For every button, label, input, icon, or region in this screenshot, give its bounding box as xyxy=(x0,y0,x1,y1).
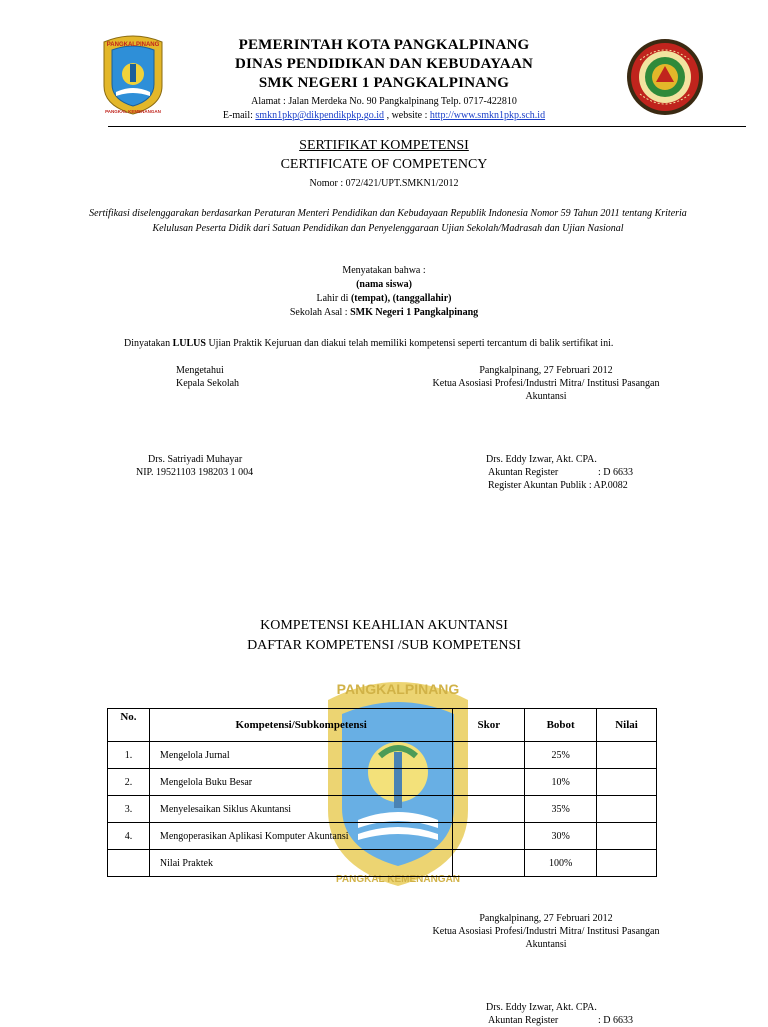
signature-left-bottom xyxy=(136,453,253,479)
col-header-competency: Kompetensi/Subkompetensi xyxy=(149,709,452,742)
cell-competency: Mengoperasikan Aplikasi Komputer Akuntansi xyxy=(149,823,452,850)
cell-competency: Mengelola Buku Besar xyxy=(149,769,452,796)
table-header-row xyxy=(108,709,657,742)
cell-no: 2. xyxy=(108,769,150,796)
cell-bobot: 100% xyxy=(525,850,597,877)
cell-bobot: 25% xyxy=(525,742,597,769)
accountant-public-reg: Register Akuntan Publik : AP.0082 xyxy=(488,480,628,491)
table-row xyxy=(108,823,657,850)
col-header-skor: Skor xyxy=(453,709,525,742)
birth-value: (tempat), (tanggallahir) xyxy=(350,293,452,304)
cell-no: 1. xyxy=(108,742,150,769)
logo-top-text: PANGKALPINANG xyxy=(106,42,160,48)
col-header-nilai: Nilai xyxy=(597,709,657,742)
cell-competency: Mengelola Jurnal xyxy=(149,742,452,769)
header-contact xyxy=(0,110,768,121)
footer-reg-label: Akuntan Register xyxy=(488,1015,559,1026)
cell-skor xyxy=(453,796,525,823)
declares-label: Menyatakan bahwa : xyxy=(342,265,426,276)
result-statement xyxy=(124,338,613,349)
certificate-basis: Sertifikasi diselenggarakan berdasarkan Peraturan Menteri Pendidikan dan Kebudayaan Republik Indonesia Nomor 59 Tahun 2011 tentang Kriteria Kelulusan Peserta Didik dari Satuan Pendidikan dan Penyelenggaraan Ujian Sekolah/Madrasah dan Ujian Nasional xyxy=(89,208,687,234)
principal-name: Drs. Satriyadi Muhayar xyxy=(148,454,243,465)
logo-bottom-text: PANGKAL KEMENANGAN xyxy=(105,109,161,114)
cell-nilai xyxy=(597,742,657,769)
result-suffix: Ujian Praktik Kejuruan dan diakui telah memiliki kompetensi seperti tercantum di balik sertifikat ini. xyxy=(205,338,614,349)
result-word: LULUS xyxy=(172,338,206,349)
acknowledge-label: Mengetahui xyxy=(176,365,224,376)
certificate-number: Nomor : 072/421/UPT.SMKN1/2012 xyxy=(309,178,459,189)
school-origin xyxy=(0,307,768,318)
cell-nilai xyxy=(597,850,657,877)
student-name: (nama siswa) xyxy=(356,279,412,290)
col-header-no: No. xyxy=(108,709,150,742)
footer-reg-value: : D 6633 xyxy=(598,1015,633,1026)
cell-bobot: 10% xyxy=(525,769,597,796)
competency-title-2: DAFTAR KOMPETENSI /SUB KOMPETENSI xyxy=(247,638,521,653)
school-value: SMK Negeri 1 Pangkalpinang xyxy=(350,307,479,318)
cell-no: 3. xyxy=(108,796,150,823)
cell-nilai xyxy=(597,796,657,823)
place-date: Pangkalpinang, 27 Februari 2012 xyxy=(479,365,613,376)
signature-right-bottom xyxy=(486,453,633,492)
signature-right-top xyxy=(396,364,696,403)
table-row xyxy=(108,796,657,823)
principal-role: Kepala Sekolah xyxy=(176,378,240,389)
certificate-title-en: CERTIFICATE OF COMPETENCY xyxy=(280,157,488,172)
header-line-3: SMK NEGERI 1 PANGKALPINANG xyxy=(258,75,510,91)
header-line-2: DINAS PENDIDIKAN DAN KEBUDAYAAN xyxy=(234,56,534,72)
cell-skor xyxy=(453,742,525,769)
cell-bobot: 35% xyxy=(525,796,597,823)
cell-no xyxy=(108,850,150,877)
accountant-reg-label: Akuntan Register xyxy=(488,467,559,478)
header-line-1: PEMERINTAH KOTA PANGKALPINANG xyxy=(238,37,530,53)
birth-prefix: Lahir di xyxy=(316,293,351,304)
watermark-top-text: PANGKALPINANG xyxy=(336,681,460,697)
footer-signature-bottom xyxy=(486,1001,633,1027)
cell-competency: Menyelesaikan Siklus Akuntansi xyxy=(149,796,452,823)
footer-role-line2: Akuntansi xyxy=(525,939,567,950)
assoc-role-line1: Ketua Asosiasi Profesi/Industri Mitra/ Institusi Pasangan xyxy=(432,378,660,389)
table-row xyxy=(108,769,657,796)
principal-nip: NIP. 19521103 198203 1 004 xyxy=(136,467,254,478)
competency-table xyxy=(107,708,657,877)
certificate-title: SERTIFIKAT KOMPETENSI xyxy=(299,138,469,153)
footer-role-line1: Ketua Asosiasi Profesi/Industri Mitra/ Institusi Pasangan xyxy=(432,926,660,937)
table-row xyxy=(108,850,657,877)
website-label: , website : xyxy=(384,110,430,121)
watermark-bottom-text: PANGKAL KEMENANGAN xyxy=(335,874,461,885)
header-rule xyxy=(108,126,746,127)
result-prefix: Dinyatakan xyxy=(124,338,173,349)
col-header-bobot: Bobot xyxy=(525,709,597,742)
table-row xyxy=(108,742,657,769)
website-link[interactable]: http://www.smkn1pkp.sch.id xyxy=(429,110,546,121)
footer-place-date: Pangkalpinang, 27 Februari 2012 xyxy=(479,913,613,924)
school-prefix: Sekolah Asal : xyxy=(289,307,351,318)
assoc-role-line2: Akuntansi xyxy=(525,391,567,402)
cell-skor xyxy=(453,850,525,877)
footer-signature-top xyxy=(396,912,696,951)
email-link[interactable]: smkn1pkp@dikpendikpkp.go.id xyxy=(255,110,385,121)
header-address: Alamat : Jalan Merdeka No. 90 Pangkalpinang Telp. 0717-422810 xyxy=(251,96,517,107)
accountant-name: Drs. Eddy Izwar, Akt. CPA. xyxy=(486,454,597,465)
accountant-reg-value: : D 6633 xyxy=(598,467,633,478)
birth-info xyxy=(0,293,768,304)
cell-skor xyxy=(453,823,525,850)
cell-skor xyxy=(453,769,525,796)
cell-bobot: 30% xyxy=(525,823,597,850)
cell-nilai xyxy=(597,823,657,850)
email-label: E-mail: xyxy=(222,110,256,121)
competency-title-1: KOMPETENSI KEAHLIAN AKUNTANSI xyxy=(260,618,508,633)
signature-left-top xyxy=(176,364,239,390)
cell-competency: Nilai Praktek xyxy=(149,850,452,877)
footer-accountant-name: Drs. Eddy Izwar, Akt. CPA. xyxy=(486,1002,597,1013)
cell-no: 4. xyxy=(108,823,150,850)
cell-nilai xyxy=(597,769,657,796)
